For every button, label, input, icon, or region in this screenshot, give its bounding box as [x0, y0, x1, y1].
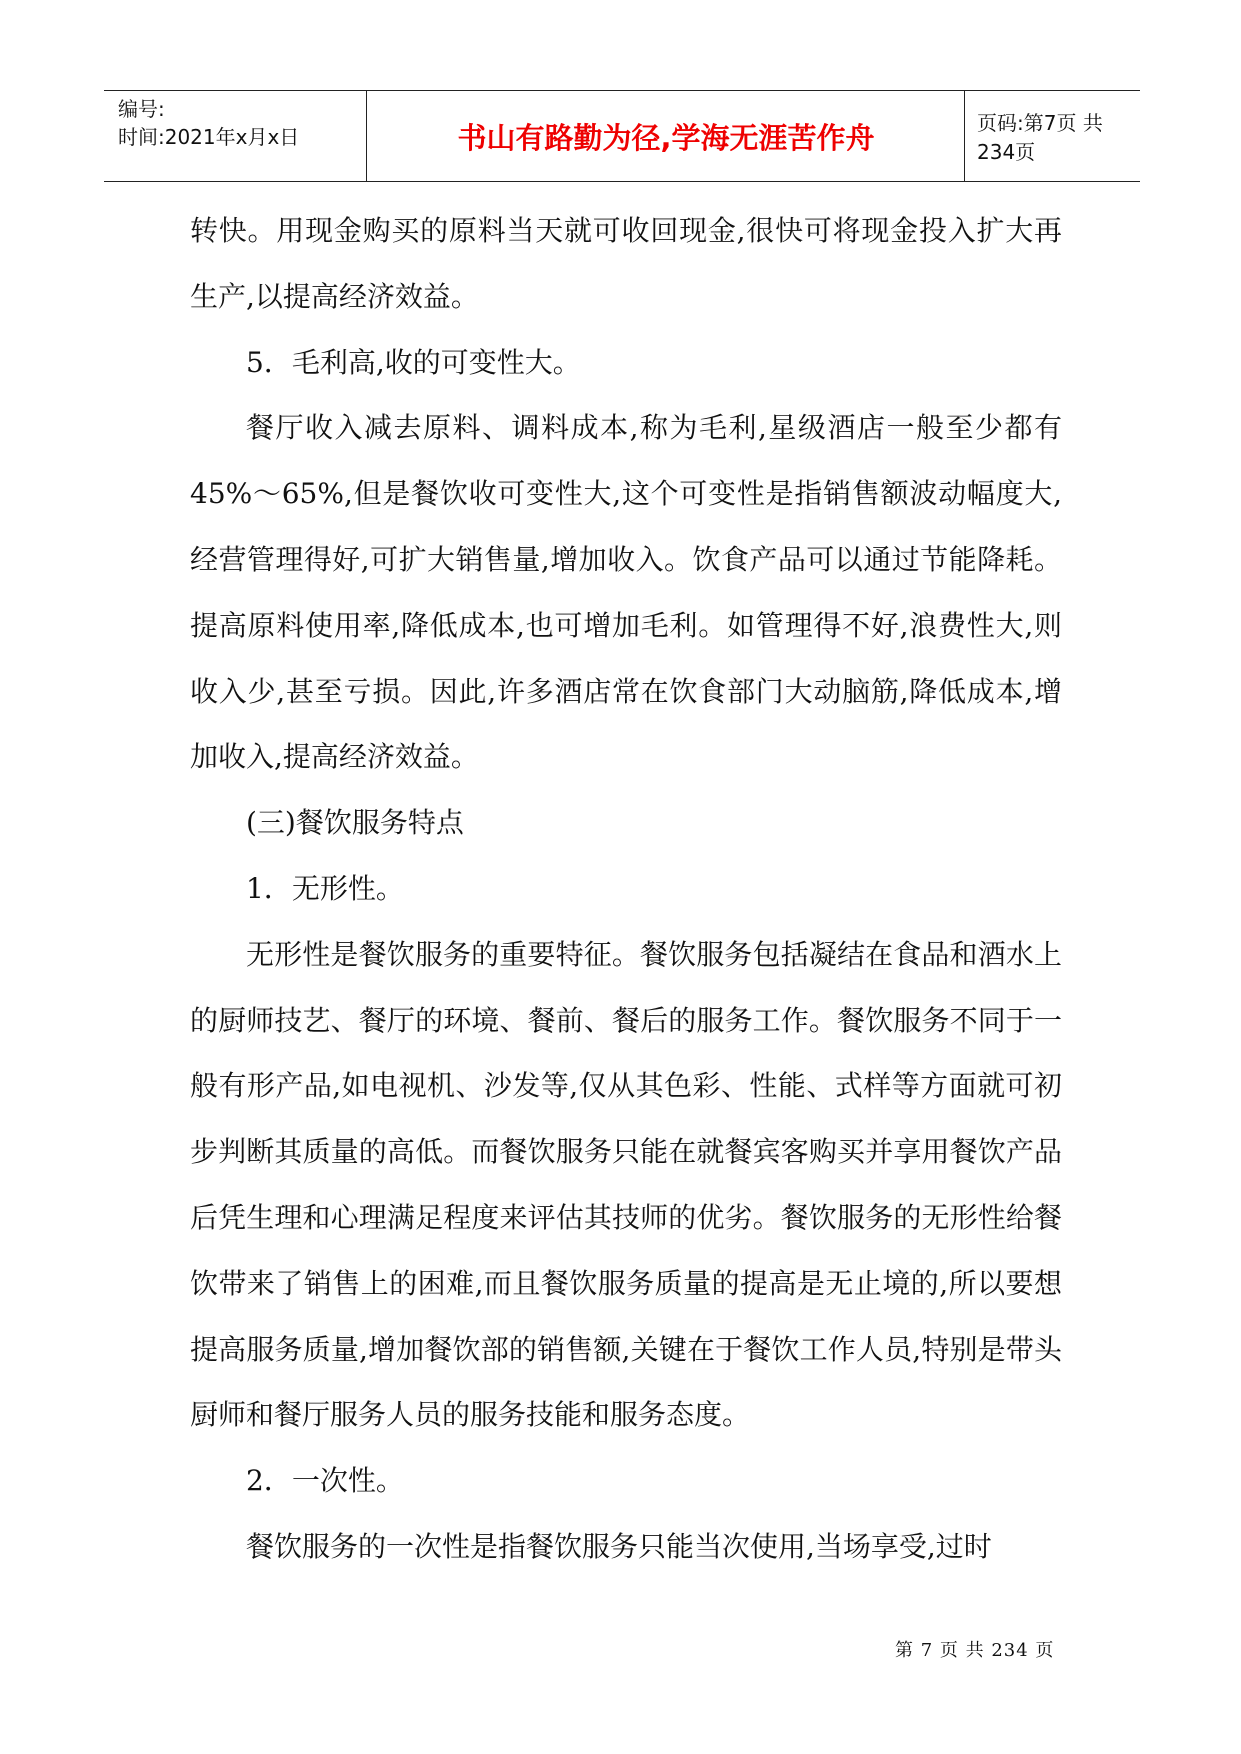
- header-meta: [118, 95, 299, 151]
- section-heading: (三)餐饮服务特点: [246, 806, 464, 840]
- list-heading: 2．一次性。: [246, 1464, 404, 1498]
- page-footer: 第 7 页 共 234 页: [895, 1640, 1055, 1661]
- header-divider-left: [366, 91, 367, 181]
- list-heading: 1．无形性。: [246, 871, 404, 905]
- paragraph: 餐饮服务的一次性是指餐饮服务只能当次使用,当场享受,过时: [246, 1529, 992, 1563]
- paragraph: 餐厅收入减去原料、调料成本,称为毛利,星级酒店一般至少都有45%～65%,但是餐饮收可变性大,这个可变性是指销售额波动幅度大,经营管理得好,可扩大销售量,增加收入。饮食产品可以通过节能降耗。提高原料使用率,降低成本,也可增加毛利。如管理得不好,浪费性大,则收入少,甚至亏损。因此,许多酒店常在饮食部门大动脑筋,降低成本,增加收入,提高经济效益。: [190, 411, 1062, 774]
- page-header: [104, 90, 1140, 182]
- list-heading: 5．毛利高,收的可变性大。: [246, 345, 581, 379]
- header-divider-right: [964, 91, 965, 181]
- document-date: 时间:2021年x月x日: [118, 125, 300, 149]
- document-body: [190, 198, 1062, 1580]
- header-page-info: 页码:第7页 共234页: [977, 111, 1103, 164]
- document-number-label: 编号:: [118, 97, 165, 121]
- header-motto: 书山有路勤为径,学海无涯苦作舟: [457, 120, 875, 155]
- paragraph: 无形性是餐饮服务的重要特征。餐饮服务包括凝结在食品和酒水上的厨师技艺、餐厅的环境、餐前、餐后的服务工作。餐饮服务不同于一般有形产品,如电视机、沙发等,仅从其色彩、性能、式样等方面就可初步判断其质量的高低。而餐饮服务只能在就餐宾客购买并享用餐饮产品后凭生理和心理满足程度来评估其技师的优劣。餐饮服务的无形性给餐饮带来了销售上的困难,而且餐饮服务质量的提高是无止境的,所以要想提高服务质量,增加餐饮部的销售额,关键在于餐饮工作人员,特别是带头厨师和餐厅服务人员的服务技能和服务态度。: [190, 937, 1062, 1432]
- paragraph: 转快。用现金购买的原料当天就可收回现金,很快可将现金投入扩大再生产,以提高经济效益。: [190, 214, 1062, 313]
